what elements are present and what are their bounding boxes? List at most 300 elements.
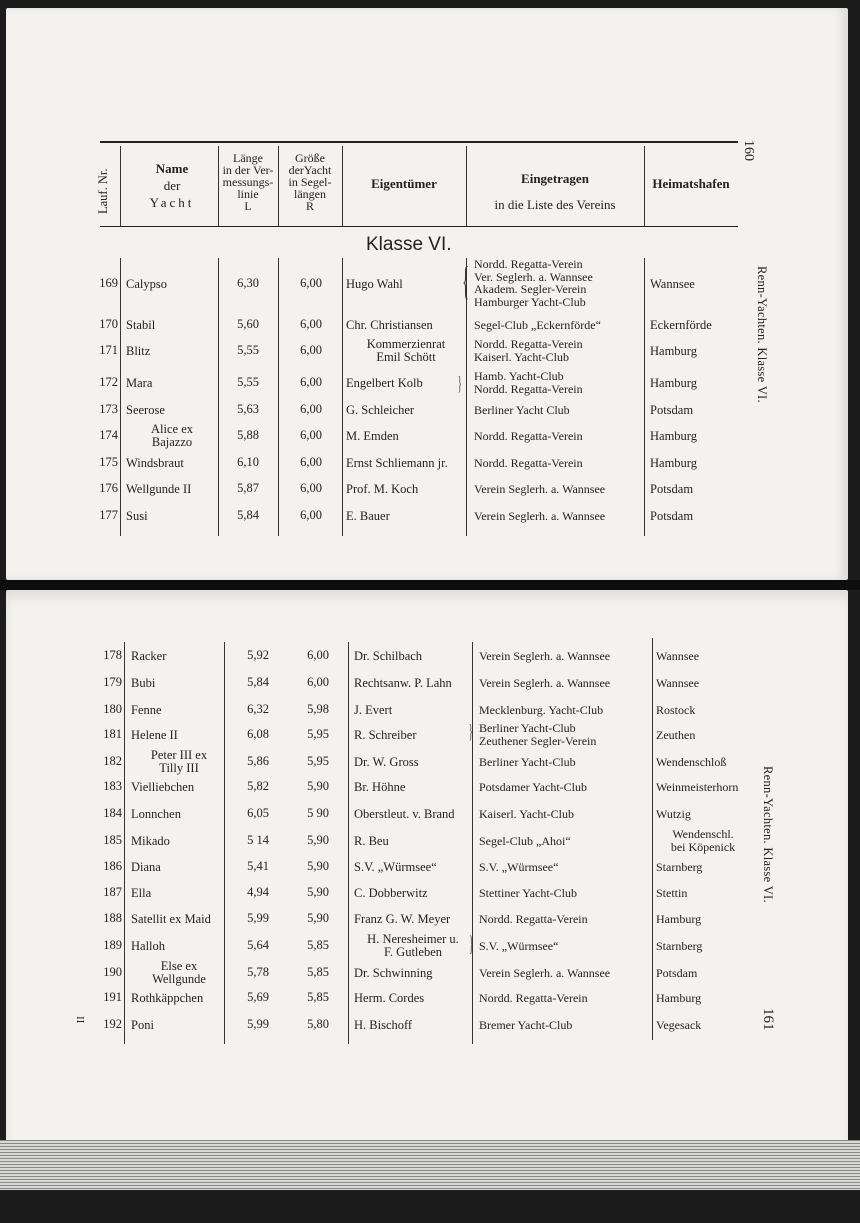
rule <box>124 642 125 1044</box>
club-line: Potsdamer Yacht-Club <box>479 779 587 794</box>
club-line: Nordd. Regatta-Verein <box>474 257 583 271</box>
yacht-name <box>126 404 218 417</box>
yacht-name <box>126 457 218 470</box>
home-port <box>656 913 750 926</box>
owner-line: Ernst Schliemann jr. <box>346 455 448 470</box>
owner-line: H. Bischoff <box>354 1017 413 1032</box>
owner <box>354 835 472 848</box>
home-port-line: Potsdam <box>656 965 698 980</box>
club <box>479 722 651 747</box>
row-number: 181 <box>103 727 122 741</box>
home-port-line: Potsdam <box>650 481 694 496</box>
home-port <box>656 992 750 1005</box>
owner-line: Engelbert Kolb <box>346 375 423 390</box>
owner <box>346 404 466 417</box>
club-line: Nordd. Regatta-Verein <box>479 911 588 926</box>
home-port <box>650 430 740 443</box>
yacht-name <box>131 940 227 953</box>
home-port <box>656 967 750 980</box>
row-number: 174 <box>99 428 118 442</box>
club-line: Hamburger Yacht-Club <box>474 294 586 309</box>
size-r: 6,00 <box>300 455 322 469</box>
yacht-name-line: Alice ex <box>151 422 193 436</box>
home-port-line: Vegesack <box>656 1017 702 1032</box>
yacht-name-line: Mikado <box>131 833 170 848</box>
owner <box>354 756 472 769</box>
club <box>479 704 651 717</box>
row-number: 186 <box>103 859 122 873</box>
yacht-name <box>131 729 227 742</box>
home-port <box>650 278 740 291</box>
club <box>474 404 644 417</box>
length-l: 5,88 <box>237 428 259 442</box>
header-lauf-nr: Lauf. Nr. <box>96 168 110 214</box>
club <box>479 861 651 874</box>
yacht-name <box>131 677 227 690</box>
length-l: 5,69 <box>247 990 269 1004</box>
club <box>479 887 651 900</box>
club <box>474 258 644 308</box>
page-edges <box>0 1140 860 1190</box>
length-l: 5,60 <box>237 317 259 331</box>
home-port <box>656 861 750 874</box>
yacht-name <box>131 960 227 986</box>
owner-line: J. Evert <box>354 702 393 717</box>
club-line: Bremer Yacht-Club <box>479 1017 573 1032</box>
home-port-line: Hamburg <box>650 343 697 358</box>
club <box>479 913 651 926</box>
club-line: S.V. „Würmsee“ <box>479 859 559 874</box>
home-port-line: Potsdam <box>650 508 694 523</box>
club <box>474 510 644 523</box>
yacht-name-line: Halloh <box>131 938 166 953</box>
size-r: 5,95 <box>307 754 329 768</box>
length-l: 5,55 <box>237 375 259 389</box>
club-line: Hamb. Yacht-Club <box>474 369 564 383</box>
size-r: 6,00 <box>307 648 329 662</box>
size-r: 6,00 <box>300 317 322 331</box>
row-number: 177 <box>99 508 118 522</box>
owner-line: H. Neresheimer u. <box>367 932 459 946</box>
club-line: Verein Seglerh. a. Wannsee <box>479 675 611 690</box>
yacht-name-line: Ella <box>131 885 152 900</box>
club-line: Berliner Yacht-Club <box>479 754 576 769</box>
club-line: Zeuthener Segler-Verein <box>479 733 597 748</box>
owner <box>354 781 472 794</box>
page-number-161: 161 <box>760 1008 776 1031</box>
header-groesse: Größe derYacht in Segel- längen R <box>288 151 332 213</box>
size-r: 5,90 <box>307 911 329 925</box>
row-number: 188 <box>103 911 122 925</box>
row-number: 170 <box>99 317 118 331</box>
home-port-line: Hamburg <box>656 911 702 926</box>
yacht-name-line: Windsbraut <box>126 455 184 470</box>
length-l: 5,84 <box>237 508 259 522</box>
owner <box>354 1019 472 1032</box>
home-port-line: Wannsee <box>656 675 700 690</box>
class-title: Klasse VI. <box>366 234 452 255</box>
owner <box>346 483 466 496</box>
length-l: 6,10 <box>237 455 259 469</box>
length-l: 5 14 <box>247 833 269 847</box>
yacht-name <box>131 808 227 821</box>
club-line: Kaiserl. Yacht-Club <box>474 349 569 364</box>
brace: } <box>457 373 462 395</box>
yacht-name <box>131 835 227 848</box>
brace: { <box>462 258 469 303</box>
rule <box>644 258 645 536</box>
home-port <box>656 704 750 717</box>
club-line: Berliner Yacht Club <box>474 402 570 417</box>
owner-line: Herm. Cordes <box>354 990 425 1005</box>
home-port <box>650 377 740 390</box>
owner <box>354 677 472 690</box>
yacht-name <box>126 483 218 496</box>
home-port <box>650 404 740 417</box>
length-l: 5,87 <box>237 481 259 495</box>
row-number: 191 <box>103 990 122 1004</box>
owner <box>354 808 472 821</box>
size-r: 5,90 <box>307 779 329 793</box>
yacht-name-line: Rothkäppchen <box>131 990 204 1005</box>
club-line: Ver. Seglerh. a. Wannsee <box>474 269 593 284</box>
size-r: 5 90 <box>307 806 329 820</box>
home-port <box>656 828 750 854</box>
home-port <box>656 808 750 821</box>
home-port <box>650 345 740 358</box>
home-port-line: Weinmeisterhorn <box>656 779 739 794</box>
length-l: 6,32 <box>247 702 269 716</box>
owner <box>346 430 466 443</box>
club <box>474 457 644 470</box>
club <box>479 835 651 848</box>
owner <box>354 913 472 926</box>
yacht-name-line: Peter III ex <box>150 748 208 762</box>
yacht-name <box>126 319 218 332</box>
length-l: 6,08 <box>247 727 269 741</box>
owner <box>354 933 472 959</box>
yacht-name-line: Wellgunde II <box>126 481 192 496</box>
owner-line: R. Schreiber <box>354 727 417 742</box>
yacht-name <box>131 781 227 794</box>
owner <box>354 704 472 717</box>
owner-line: Dr. Schwinning <box>354 965 433 980</box>
yacht-name <box>131 704 227 717</box>
header-heimatshafen: Heimatshafen <box>652 176 730 191</box>
home-port-line: Hamburg <box>656 990 702 1005</box>
brace: } <box>468 721 473 743</box>
club-line: S.V. „Würmsee“ <box>479 938 559 953</box>
club-line: Kaiserl. Yacht-Club <box>479 806 574 821</box>
owner <box>354 861 472 874</box>
size-r: 5,98 <box>307 702 329 716</box>
owner-line: Hugo Wahl <box>346 276 403 291</box>
row-number: 176 <box>99 481 118 495</box>
rule <box>644 146 645 226</box>
club-line: Verein Seglerh. a. Wannsee <box>474 508 606 523</box>
length-l: 6,05 <box>247 806 269 820</box>
home-port <box>650 483 740 496</box>
length-l: 5,55 <box>237 343 259 357</box>
home-port-line: Zeuthen <box>656 727 696 742</box>
home-port-line: Wannsee <box>650 276 695 291</box>
size-r: 6,00 <box>300 343 322 357</box>
row-number: 192 <box>103 1017 122 1031</box>
size-r: 6,00 <box>300 428 322 442</box>
home-port <box>656 1019 750 1032</box>
yacht-name-line: Bubi <box>131 675 156 690</box>
rule <box>472 642 473 1044</box>
owner <box>354 650 472 663</box>
home-port <box>650 510 740 523</box>
home-port-line: Rostock <box>656 702 696 717</box>
rule <box>466 146 467 226</box>
club <box>479 940 651 953</box>
yacht-name <box>126 278 218 291</box>
rule <box>218 146 219 226</box>
owner <box>346 278 466 291</box>
club-line: Verein Seglerh. a. Wannsee <box>479 965 611 980</box>
owner <box>346 457 466 470</box>
row-number: 185 <box>103 833 122 847</box>
owner <box>354 967 472 980</box>
row-number: 183 <box>103 779 122 793</box>
owner-line: Prof. M. Koch <box>346 481 419 496</box>
home-port-line: Hamburg <box>650 375 697 390</box>
size-r: 6,00 <box>300 508 322 522</box>
owner-line: F. Gutleben <box>383 945 443 959</box>
club <box>479 781 651 794</box>
home-port-line: bei Köpenick <box>670 840 736 854</box>
length-l: 5,92 <box>247 648 269 662</box>
home-port-line: Starnberg <box>656 859 703 874</box>
yacht-name <box>126 377 218 390</box>
owner-line: S.V. „Würmsee“ <box>354 859 437 874</box>
size-r: 5,95 <box>307 727 329 741</box>
owner-line: Dr. W. Gross <box>354 754 419 769</box>
club <box>474 338 644 363</box>
size-r: 5,90 <box>307 833 329 847</box>
home-port <box>656 677 750 690</box>
header-name: Name der Yacht <box>149 161 195 210</box>
club <box>479 756 651 769</box>
club <box>474 319 644 332</box>
rule <box>120 146 121 226</box>
running-head-upper: Renn-Yachten. Klasse VI. <box>755 266 769 403</box>
owner-line: Dr. Schilbach <box>354 648 423 663</box>
size-r: 5,90 <box>307 859 329 873</box>
length-l: 4,94 <box>247 885 269 899</box>
size-r: 6,00 <box>300 276 322 290</box>
yacht-name-line: Bajazzo <box>151 435 193 449</box>
owner-line: Franz G. W. Meyer <box>354 911 451 926</box>
rule <box>278 258 279 536</box>
yacht-name-line: Vielliebchen <box>131 779 195 794</box>
club-line: Segel-Club „Eckernförde“ <box>474 317 601 332</box>
yacht-name <box>126 345 218 358</box>
yacht-name <box>131 887 227 900</box>
yacht-name <box>131 992 227 1005</box>
yacht-name-line: Racker <box>131 648 167 663</box>
home-port-line: Hamburg <box>650 428 697 443</box>
header-rule-top <box>100 141 738 143</box>
row-number: 171 <box>99 343 118 357</box>
club-line: Nordd. Regatta-Verein <box>474 455 583 470</box>
home-port <box>656 940 750 953</box>
club <box>479 650 651 663</box>
length-l: 5,86 <box>247 754 269 768</box>
club <box>479 677 651 690</box>
owner <box>346 338 466 364</box>
club-line: Verein Seglerh. a. Wannsee <box>479 648 611 663</box>
rule <box>278 146 279 226</box>
club-line: Akadem. Segler-Verein <box>474 282 587 296</box>
club <box>479 967 651 980</box>
row-number: 173 <box>99 402 118 416</box>
yacht-name-line: Blitz <box>126 343 151 358</box>
home-port-line: Hamburg <box>650 455 697 470</box>
row-number: 180 <box>103 702 122 716</box>
club <box>479 992 651 1005</box>
size-r: 6,00 <box>300 375 322 389</box>
row-number: 182 <box>103 754 122 768</box>
home-port-line: Wendenschloß <box>656 754 727 769</box>
yacht-name-line: Seerose <box>126 402 165 417</box>
yacht-name-line: Poni <box>131 1017 154 1032</box>
header-eigentuemer: Eigentümer <box>371 176 437 191</box>
owner <box>354 729 472 742</box>
yacht-name-line: Tilly III <box>159 761 199 775</box>
length-l: 6,30 <box>237 276 259 290</box>
owner-line: Chr. Christiansen <box>346 317 433 332</box>
book-gutter <box>0 580 860 590</box>
owner-line: R. Beu <box>354 833 389 848</box>
home-port-line: Eckernförde <box>650 317 712 332</box>
owner-line: M. Emden <box>346 428 399 443</box>
length-l: 5,64 <box>247 938 269 952</box>
length-l: 5,78 <box>247 965 269 979</box>
owner-line: Rechtsanw. P. Lahn <box>354 675 452 690</box>
running-head-lower: Renn-Yachten. Klasse VI. <box>761 766 775 903</box>
home-port-line: Potsdam <box>650 402 694 417</box>
home-port-line: Stettin <box>656 885 688 900</box>
rule <box>348 642 349 1044</box>
length-l: 5,84 <box>247 675 269 689</box>
signature-mark: II <box>74 1016 86 1024</box>
club-line: Verein Seglerh. a. Wannsee <box>474 481 606 496</box>
owner-line: Kommerzienrat <box>366 337 446 351</box>
owner-line: E. Bauer <box>346 508 390 523</box>
length-l: 5,63 <box>237 402 259 416</box>
size-r: 6,00 <box>300 481 322 495</box>
length-l: 5,41 <box>247 859 269 873</box>
yacht-name-line: Lonnchen <box>131 806 181 821</box>
home-port <box>650 319 740 332</box>
yacht-name <box>131 861 227 874</box>
home-port-line: Wannsee <box>656 648 700 663</box>
row-number: 169 <box>99 276 118 290</box>
club-line: Berliner Yacht-Club <box>479 721 576 735</box>
page-number-160: 160 <box>741 140 756 161</box>
owner <box>346 319 466 332</box>
club-line: Nordd. Regatta-Verein <box>479 990 588 1005</box>
row-number: 189 <box>103 938 122 952</box>
club <box>479 1019 651 1032</box>
home-port-line: Starnberg <box>656 938 703 953</box>
home-port <box>650 457 740 470</box>
club-line: Segel-Club „Ahoi“ <box>479 833 571 848</box>
home-port <box>656 650 750 663</box>
row-number: 187 <box>103 885 122 899</box>
length-l: 5,99 <box>247 911 269 925</box>
yacht-name-line: Fenne <box>131 702 162 717</box>
home-port <box>656 887 750 900</box>
size-r: 6,00 <box>300 402 322 416</box>
owner-line: Br. Höhne <box>354 779 406 794</box>
row-number: 175 <box>99 455 118 469</box>
size-r: 5,85 <box>307 938 329 952</box>
yacht-name-line: Wellgunde <box>152 972 206 986</box>
yacht-name <box>131 749 227 775</box>
home-port-line: Wutzig <box>656 806 691 821</box>
club-line: Nordd. Regatta-Verein <box>474 337 583 351</box>
home-port-line: Wendenschl. <box>672 827 734 841</box>
club-line: Nordd. Regatta-Verein <box>474 381 583 396</box>
length-l: 5,99 <box>247 1017 269 1031</box>
row-number: 172 <box>99 375 118 389</box>
yacht-name-line: Diana <box>131 859 161 874</box>
size-r: 6,00 <box>307 675 329 689</box>
club-line: Stettiner Yacht-Club <box>479 885 577 900</box>
rule <box>218 258 219 536</box>
size-r: 5,80 <box>307 1017 329 1031</box>
club <box>474 370 644 395</box>
size-r: 5,85 <box>307 990 329 1004</box>
rule <box>120 258 121 536</box>
yacht-name-line: Mara <box>126 375 153 390</box>
yacht-name <box>131 913 227 926</box>
header-eingetragen: Eingetragen in die Liste des Vereins <box>494 171 616 212</box>
owner <box>354 992 472 1005</box>
yacht-name-line: Stabil <box>126 317 156 332</box>
header-rule-bottom <box>100 226 738 227</box>
yacht-name-line: Helene II <box>131 727 178 742</box>
yacht-name-line: Susi <box>126 508 148 523</box>
row-number: 184 <box>103 806 122 820</box>
header-laenge: Länge in der Ver- messungs- linie L <box>222 151 274 213</box>
yacht-name-line: Else ex <box>160 959 198 973</box>
yacht-name <box>131 650 227 663</box>
row-number: 178 <box>103 648 122 662</box>
owner-line: Oberstleut. v. Brand <box>354 806 455 821</box>
club <box>479 808 651 821</box>
yacht-name <box>131 1019 227 1032</box>
rule <box>342 146 343 226</box>
brace: } <box>469 931 474 956</box>
home-port <box>656 781 750 794</box>
owner-line: G. Schleicher <box>346 402 415 417</box>
home-port <box>656 729 750 742</box>
owner <box>346 510 466 523</box>
owner-line: C. Dobberwitz <box>354 885 428 900</box>
rule <box>652 638 653 1040</box>
owner-line: Emil Schött <box>376 350 436 364</box>
rule <box>342 258 343 536</box>
yacht-name-line: Calypso <box>126 276 167 291</box>
home-port <box>656 756 750 769</box>
size-r: 5,90 <box>307 885 329 899</box>
club <box>474 483 644 496</box>
